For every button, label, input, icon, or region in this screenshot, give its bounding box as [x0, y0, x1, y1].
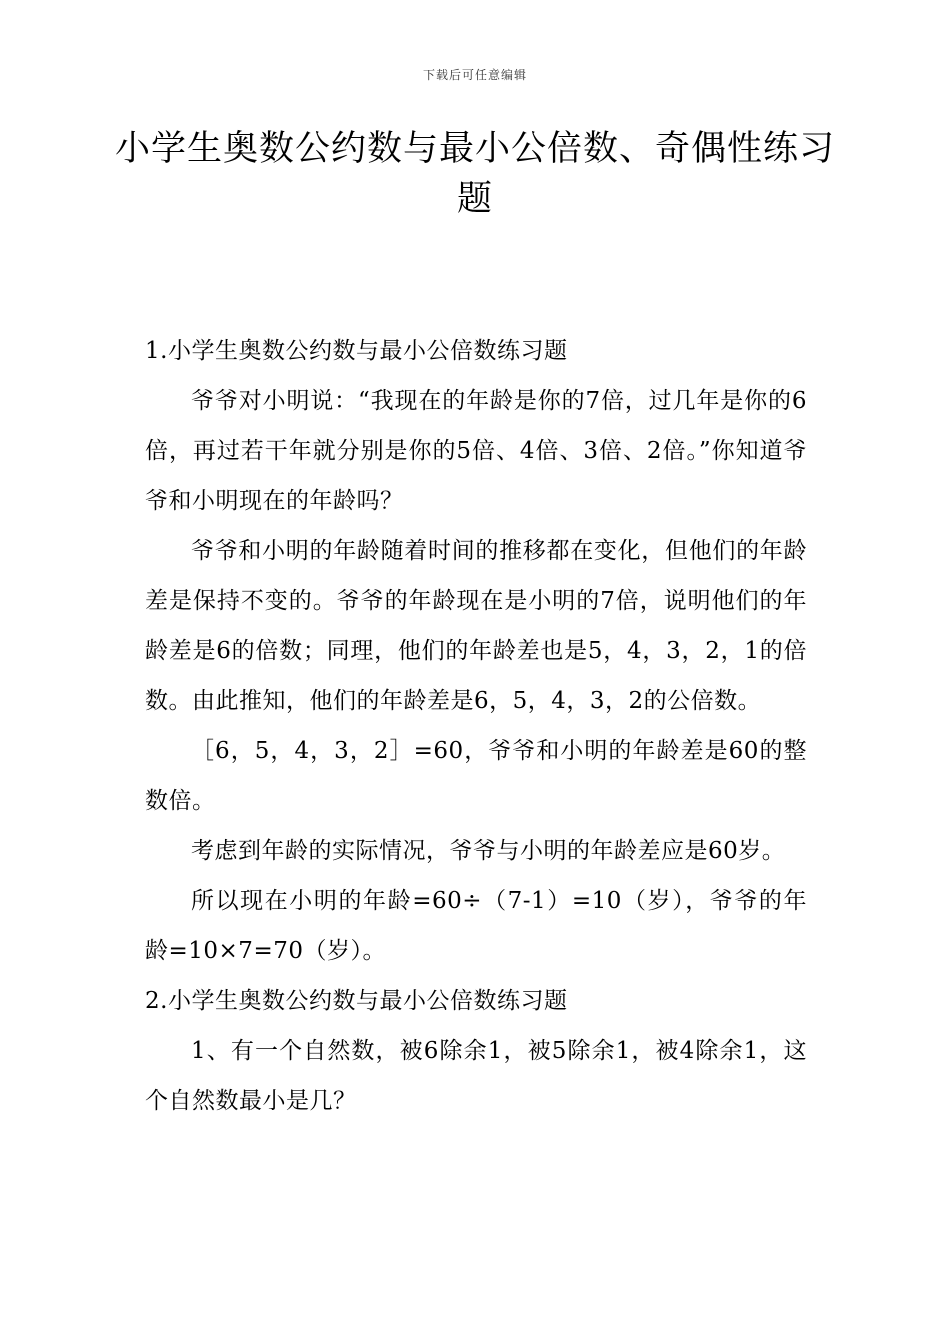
section-heading-1: 1.小学生奥数公约数与最小公倍数练习题 [145, 338, 568, 364]
document-body [145, 326, 807, 1126]
page-header: 下载后可任意编辑 [422, 68, 527, 82]
document-title: 小学生奥数公约数与最小公倍数、奇偶性练习题 [114, 129, 835, 219]
paragraph-lcm: ［6，5，4，3，2］=60，爷爷和小明的年龄差是60的整数倍。 [145, 738, 807, 814]
paragraph-question-2: 1、有一个自然数，被6除余1，被5除余1，被4除余1，这个自然数最小是几？ [145, 1038, 807, 1114]
paragraph-age-difference: 考虑到年龄的实际情况，爷爷与小明的年龄差应是60岁。 [191, 838, 786, 864]
paragraph-answer: 所以现在小明的年龄=60÷（7-1）=10（岁），爷爷的年龄=10×7=70（岁）。 [145, 888, 807, 964]
paragraph-analysis: 爷爷和小明的年龄随着时间的推移都在变化，但他们的年龄差是保持不变的。爷爷的年龄现在是小明的7倍，说明他们的年龄差是6的倍数；同理，他们的年龄差也是5，4，3，2，1的倍数。由此推知，他们的年龄差是6，5，4，3，2的公倍数。 [145, 538, 807, 714]
paragraph-question: 爷爷对小明说：“我现在的年龄是你的7倍，过几年是你的6倍，再过若干年就分别是你的5倍、4倍、3倍、2倍。”你知道爷爷和小明现在的年龄吗？ [145, 388, 807, 514]
section-heading-2: 2.小学生奥数公约数与最小公倍数练习题 [145, 988, 568, 1014]
